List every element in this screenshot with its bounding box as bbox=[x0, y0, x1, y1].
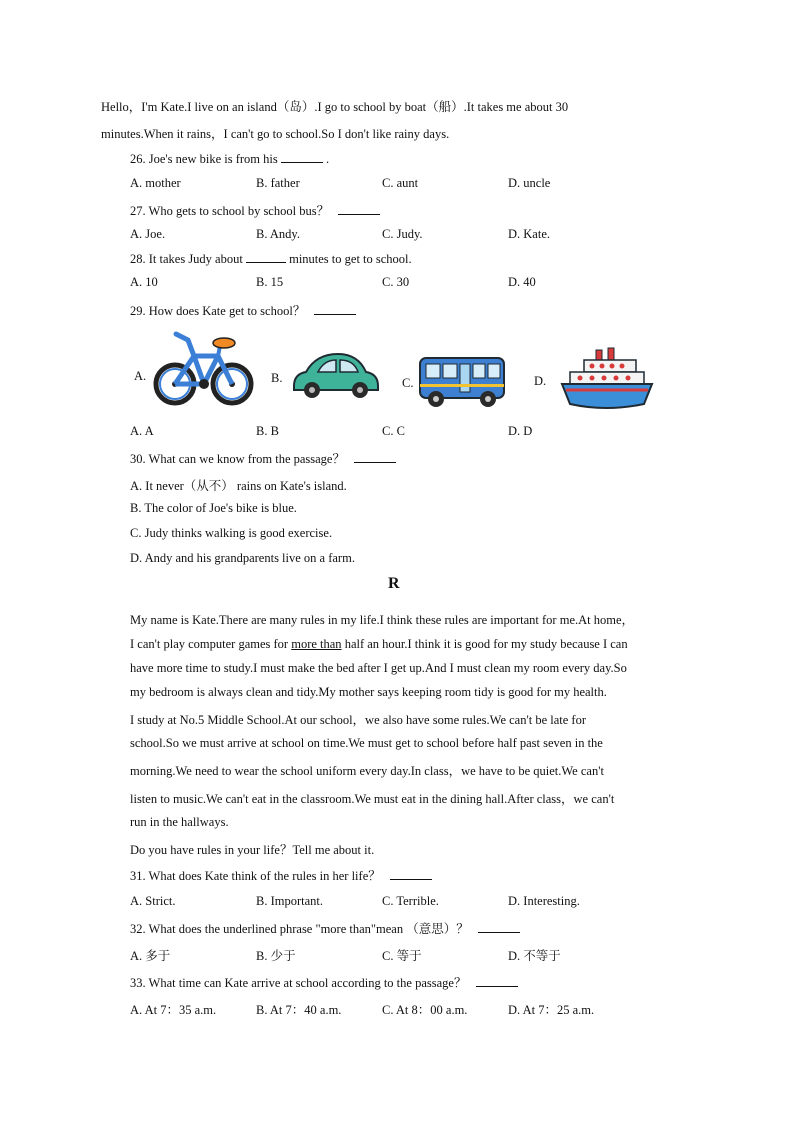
passage-line-6: school.So we must arrive at school on time.We must get to school before half past seven in the bbox=[130, 736, 603, 750]
passage-line-8: listen to music.We can't eat in the classroom.We must eat in the dining hall.After class，we can't bbox=[130, 792, 615, 806]
passage-line-4: my bedroom is always clean and tidy.My mother says keeping room tidy is good for my health. bbox=[130, 685, 607, 699]
answer-blank-26[interactable] bbox=[281, 151, 323, 163]
question-32-stem: 32. What does the underlined phrase "more than"mean （意思）？ bbox=[130, 922, 469, 936]
passage-line-9: run in the hallways. bbox=[130, 815, 229, 829]
passage-line-10: Do you have rules in your life？Tell me about it. bbox=[130, 843, 375, 857]
car-icon[interactable] bbox=[290, 350, 382, 400]
q29-option-b[interactable]: B. B bbox=[256, 424, 279, 438]
picture-label-d: D. bbox=[534, 374, 547, 388]
q33-option-b[interactable]: B. At 7：40 a.m. bbox=[256, 1003, 342, 1017]
picture-label-a: A. bbox=[134, 369, 147, 383]
picture-label-b: B. bbox=[271, 371, 283, 385]
q32-option-c[interactable]: C. 等于 bbox=[382, 949, 422, 963]
question-26-stem: 26. Joe's new bike is from his bbox=[130, 152, 278, 166]
q27-option-a[interactable]: A. Joe. bbox=[130, 227, 166, 241]
q27-option-b[interactable]: B. Andy. bbox=[256, 227, 300, 241]
q28-option-b[interactable]: B. 15 bbox=[256, 275, 284, 289]
picture-label-c: C. bbox=[402, 376, 414, 390]
answer-blank-29[interactable] bbox=[314, 303, 356, 315]
bus-icon[interactable] bbox=[418, 354, 506, 410]
q29-option-a[interactable]: A. A bbox=[130, 424, 154, 438]
q28-option-c[interactable]: C. 30 bbox=[382, 275, 410, 289]
bicycle-icon[interactable] bbox=[152, 328, 256, 410]
q30-option-c[interactable]: C. Judy thinks walking is good exercise. bbox=[130, 526, 333, 540]
q32-option-b[interactable]: B. 少于 bbox=[256, 949, 296, 963]
intro-line-2: minutes.When it rains，I can't go to school.So I don't like rainy days. bbox=[101, 127, 450, 141]
q26-option-b[interactable]: B. father bbox=[256, 176, 300, 190]
question-27-stem: 27. Who gets to school by school bus？ bbox=[130, 204, 330, 218]
q29-option-d[interactable]: D. D bbox=[508, 424, 533, 438]
passage-line-7: morning.We need to wear the school uniform every day.In class，we have to be quiet.We can't bbox=[130, 764, 604, 778]
section-heading: R bbox=[388, 575, 400, 592]
q31-option-b[interactable]: B. Important. bbox=[256, 894, 324, 908]
question-28-stem-post: minutes to get to school. bbox=[289, 252, 412, 266]
question-30-stem: 30. What can we know from the passage？ bbox=[130, 452, 345, 466]
question-29-stem: 29. How does Kate get to school？ bbox=[130, 304, 306, 318]
passage-line-2-post: half an hour.I think it is good for my study because I can bbox=[341, 637, 628, 651]
passage-line-2-pre: I can't play computer games for bbox=[130, 637, 292, 651]
q26-option-c[interactable]: C. aunt bbox=[382, 176, 419, 190]
answer-blank-33[interactable] bbox=[476, 975, 518, 987]
q30-option-d[interactable]: D. Andy and his grandparents live on a farm. bbox=[130, 551, 355, 565]
passage-line-2 bbox=[130, 637, 628, 652]
q33-option-d[interactable]: D. At 7：25 a.m. bbox=[508, 1003, 595, 1017]
passage-line-5: I study at No.5 Middle School.At our school，we also have some rules.We can't be late for bbox=[130, 713, 586, 727]
question-33 bbox=[130, 973, 518, 991]
q28-option-a[interactable]: A. 10 bbox=[130, 275, 158, 289]
q31-option-d[interactable]: D. Interesting. bbox=[508, 894, 580, 908]
q31-option-c[interactable]: C. Terrible. bbox=[382, 894, 439, 908]
question-31 bbox=[130, 866, 432, 884]
q33-option-a[interactable]: A. At 7：35 a.m. bbox=[130, 1003, 217, 1017]
question-30 bbox=[130, 449, 396, 467]
q33-option-c[interactable]: C. At 8：00 a.m. bbox=[382, 1003, 468, 1017]
q30-option-a[interactable]: A. It never（从不） rains on Kate's island. bbox=[130, 479, 347, 493]
q27-option-c[interactable]: C. Judy. bbox=[382, 227, 423, 241]
q29-option-c[interactable]: C. C bbox=[382, 424, 405, 438]
question-28 bbox=[130, 251, 412, 267]
q30-option-b[interactable]: B. The color of Joe's bike is blue. bbox=[130, 501, 297, 515]
q26-option-d[interactable]: D. uncle bbox=[508, 176, 551, 190]
question-32 bbox=[130, 919, 520, 937]
answer-blank-30[interactable] bbox=[354, 451, 396, 463]
answer-blank-32[interactable] bbox=[478, 921, 520, 933]
question-28-stem-pre: 28. It takes Judy about bbox=[130, 252, 243, 266]
q31-option-a[interactable]: A. Strict. bbox=[130, 894, 176, 908]
passage-line-1: My name is Kate.There are many rules in my life.I think these rules are important for me.At home， bbox=[130, 613, 635, 627]
answer-blank-31[interactable] bbox=[390, 868, 432, 880]
q28-option-d[interactable]: D. 40 bbox=[508, 275, 536, 289]
intro-line-1: Hello，I'm Kate.I live on an island（岛）.I go to school by boat（船）.It takes me about 30 bbox=[101, 100, 569, 114]
q32-option-d[interactable]: D. 不等于 bbox=[508, 949, 561, 963]
q27-option-d[interactable]: D. Kate. bbox=[508, 227, 550, 241]
question-33-stem: 33. What time can Kate arrive at school according to the passage？ bbox=[130, 976, 467, 990]
passage-line-3: have more time to study.I must make the bed after I get up.And I must clean my room every day.So bbox=[130, 661, 627, 675]
answer-blank-27[interactable] bbox=[338, 203, 380, 215]
question-29 bbox=[130, 301, 356, 319]
question-31-stem: 31. What does Kate think of the rules in her life？ bbox=[130, 869, 381, 883]
boat-icon[interactable] bbox=[560, 346, 654, 412]
answer-blank-28[interactable] bbox=[246, 251, 286, 263]
q32-option-a[interactable]: A. 多于 bbox=[130, 949, 171, 963]
question-26-end: . bbox=[325, 152, 330, 166]
question-26 bbox=[130, 151, 329, 167]
underlined-phrase: more than bbox=[291, 637, 342, 651]
q26-option-a[interactable]: A. mother bbox=[130, 176, 181, 190]
question-27 bbox=[130, 201, 380, 219]
